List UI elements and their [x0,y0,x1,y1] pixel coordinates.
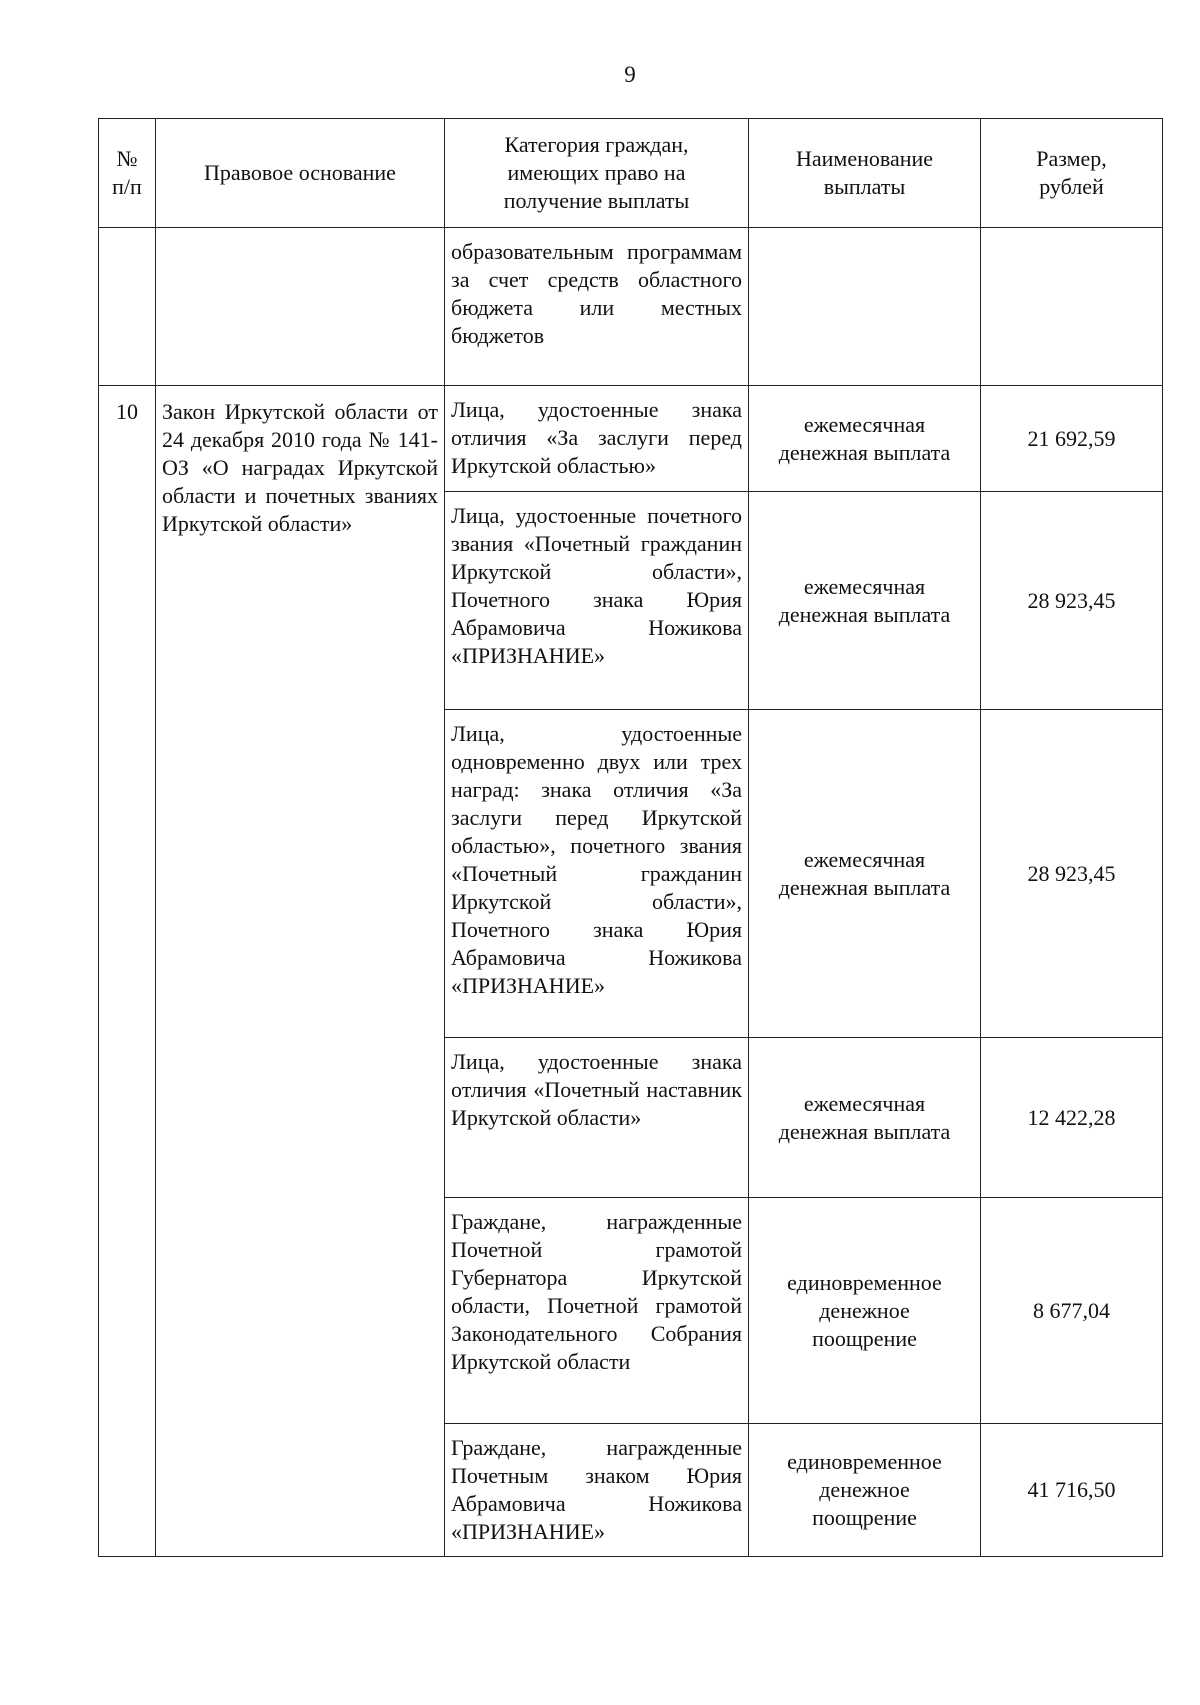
header-text: Размер, [1036,146,1107,171]
legal-basis: Закон Иркутской области от 24 декабря 2010 года № 141-ОЗ «О наградах Иркутской области и почетных званиях Иркутской области» [156,386,445,1557]
header-legal-basis [156,119,445,228]
amount-cell: 28 923,45 [981,492,1163,710]
payment-line: ежемесячная [803,846,926,872]
payment-line: денежная выплата [778,874,951,900]
cell-empty [99,228,156,386]
payment-line: поощрение [812,1325,917,1351]
payment-name-cell [749,1038,981,1198]
table-row [99,386,1163,492]
cell-empty [981,228,1163,386]
header-text: Правовое основание [204,160,396,185]
amount-cell: 28 923,45 [981,710,1163,1038]
category-continuation: образовательным программам за счет средств областного бюджета или местных бюджетов [445,228,749,386]
cell-empty [156,228,445,386]
payment-name-cell [749,386,981,492]
header-text: рублей [1039,174,1104,199]
header-text: Категория граждан, [504,132,689,157]
header-text: имеющих право на [507,160,686,185]
payment-line: ежемесячная [803,573,926,599]
category-cell: Лица, удостоенные знака отличия «За заслуги перед Иркутской областью» [445,386,749,492]
payment-line: денежное [819,1297,910,1323]
header-text: выплаты [823,174,906,199]
amount-cell: 41 716,50 [981,1424,1163,1557]
payment-line: ежемесячная [803,1090,926,1116]
category-cell: Лица, удостоенные почетного звания «Почетный гражданин Иркутской области», Почетного знака Юрия Абрамовича Ножикова «ПРИЗНАНИЕ» [445,492,749,710]
header-text: получение выплаты [503,188,690,213]
header-text: Наименование [795,146,934,171]
payment-line: ежемесячная [803,411,926,437]
category-cell: Граждане, награжденные Почетным знаком Юрия Абрамовича Ножикова «ПРИЗНАНИЕ» [445,1424,749,1557]
payments-table [98,118,1163,1557]
header-text: № [116,146,138,171]
amount-cell: 21 692,59 [981,386,1163,492]
category-cell: Граждане, награжденные Почетной грамотой Губернатора Иркутской области, Почетной грамотой Законодательного Собрания Иркутской области [445,1198,749,1424]
header-text: п/п [112,174,142,199]
amount-cell: 12 422,28 [981,1038,1163,1198]
table-row-continuation [99,228,1163,386]
header-category [445,119,749,228]
payment-line: денежная выплата [778,439,951,465]
payment-name-cell [749,492,981,710]
cell-empty [749,228,981,386]
amount-cell: 8 677,04 [981,1198,1163,1424]
payment-line: денежная выплата [778,601,951,627]
payment-line: поощрение [812,1505,917,1530]
payment-line: денежное [819,1477,910,1502]
payment-line: единовременное [787,1449,942,1474]
payment-name-cell [749,710,981,1038]
row-number: 10 [99,386,156,1557]
header-number [99,119,156,228]
table-header-row [99,119,1163,228]
page-number: 9 [624,62,636,87]
payment-name-cell [749,1198,981,1424]
payment-line: денежная выплата [778,1118,951,1144]
category-cell: Лица, удостоенные знака отличия «Почетный наставник Иркутской области» [445,1038,749,1198]
category-cell: Лица, удостоенные одновременно двух или трех наград: знака отличия «За заслуги перед Иркутской областью», почетного звания «Почетный гражданин Иркутской области», Почетного знака Юрия Абрамовича Ножикова «ПРИЗНАНИЕ» [445,710,749,1038]
header-amount [981,119,1163,228]
payment-line: единовременное [787,1269,942,1295]
payment-name-cell [749,1424,981,1557]
header-payment-name [749,119,981,228]
